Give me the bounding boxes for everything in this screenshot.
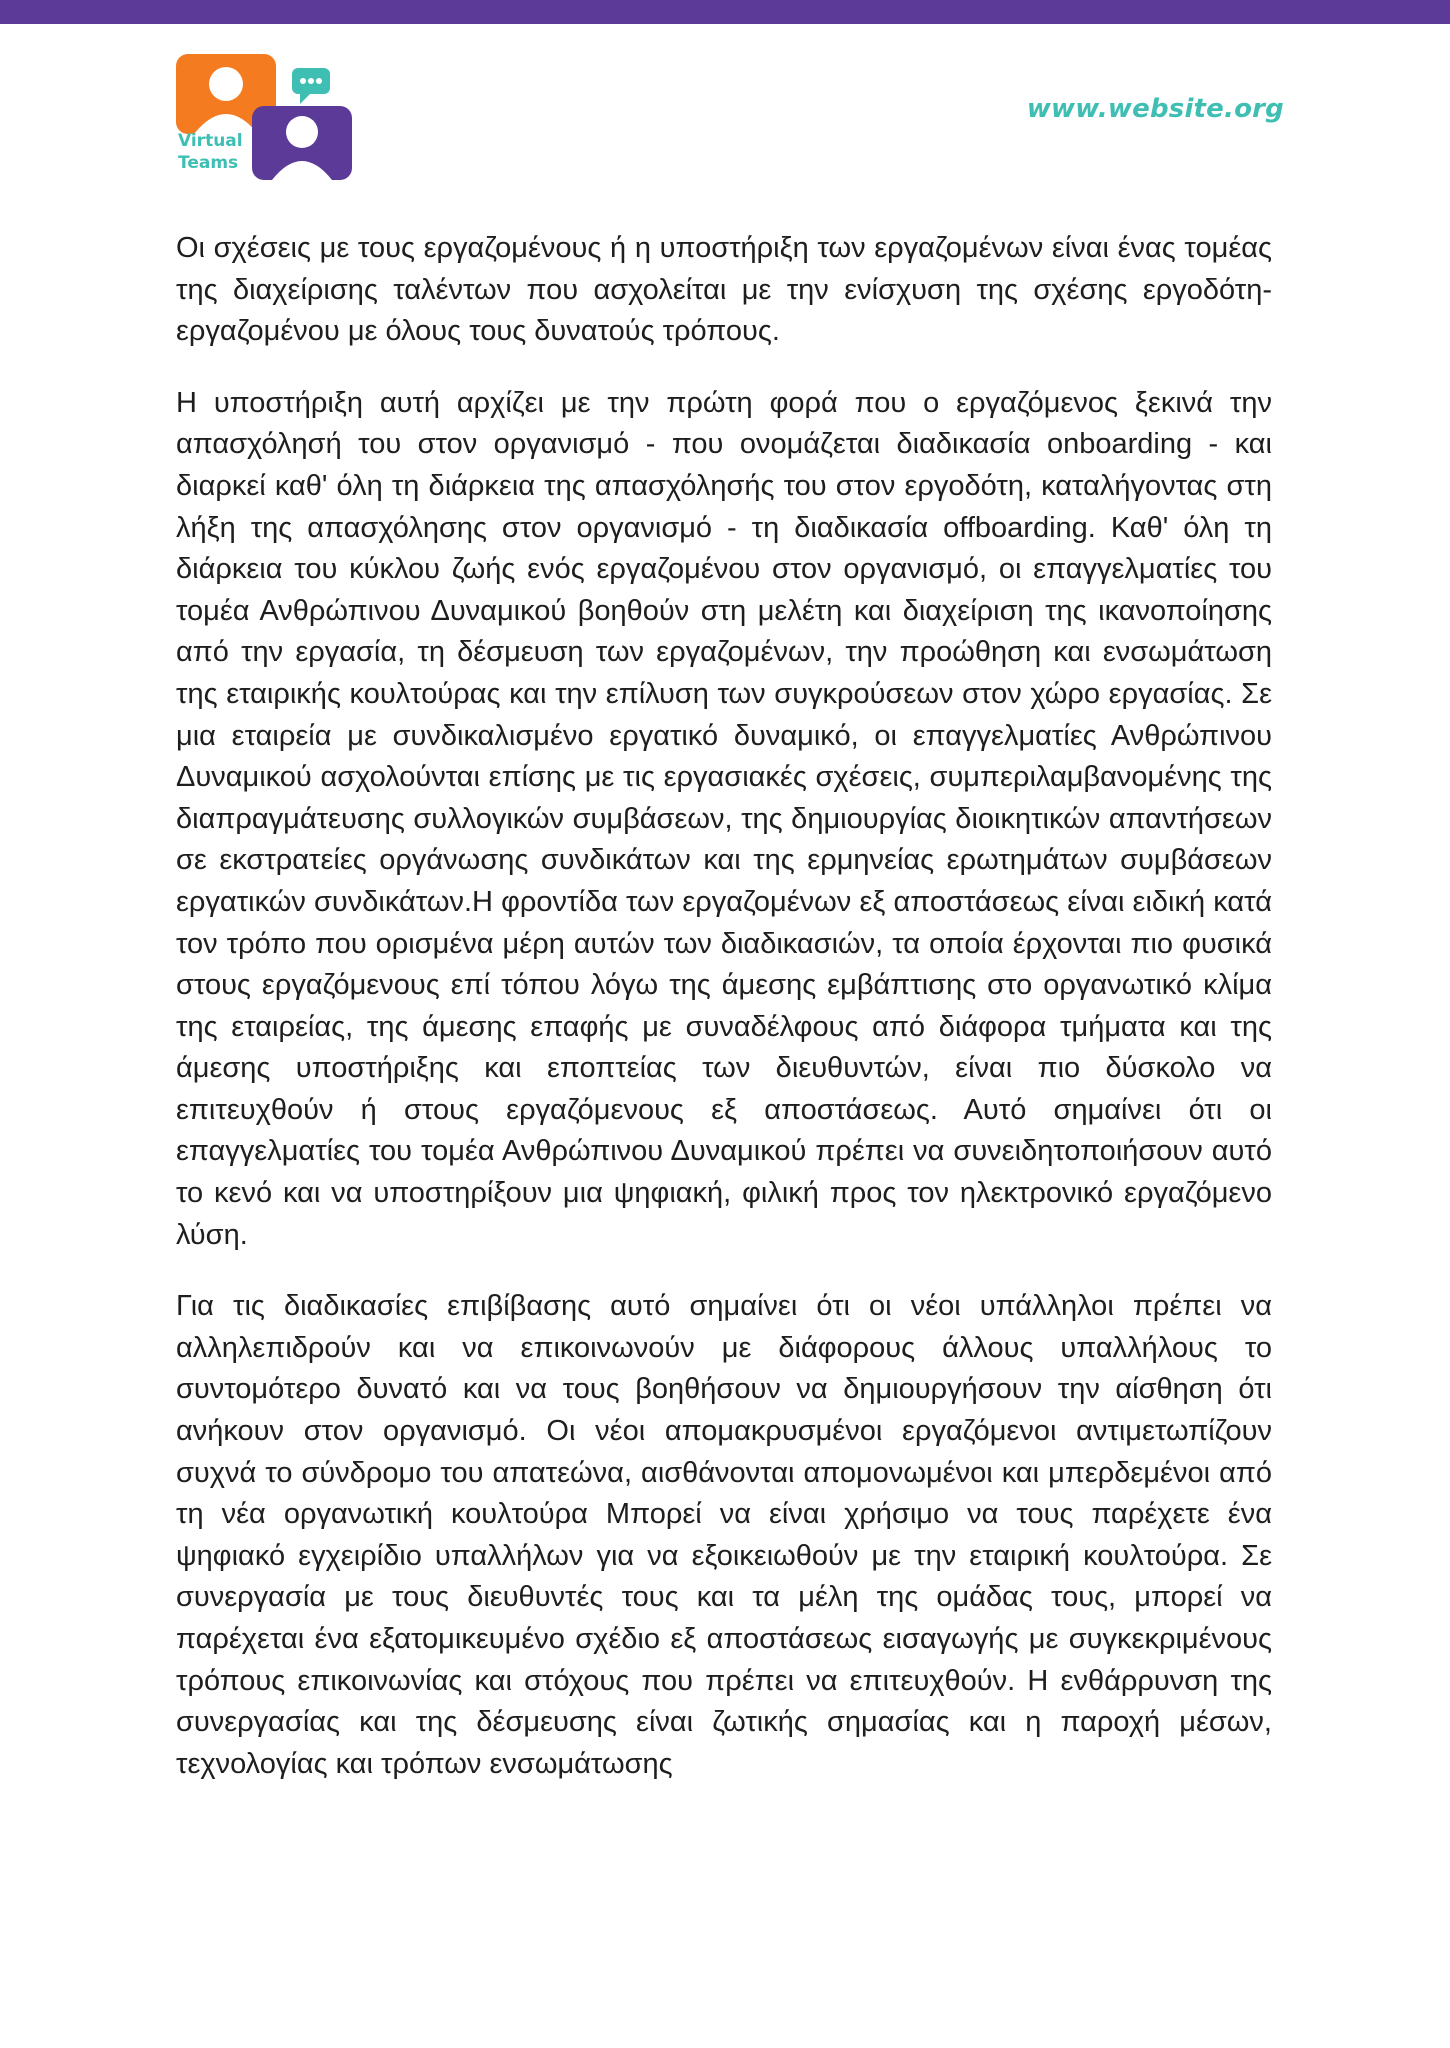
logo-text-line1: Virtual — [178, 131, 243, 151]
paragraph: Οι σχέσεις με τους εργαζομένους ή η υποστήριξη των εργαζομένων είναι ένας τομέας της διαχείρισης ταλέντων που ασχολείται με την ενίσχυση της σχέσης εργοδότη-εργαζομένου με όλους τους δυνατούς τρόπους. — [176, 232, 1272, 348]
paragraph: Η υποστήριξη αυτή αρχίζει με την πρώτη φορά που ο εργαζόμενος ξεκινά την απασχόλησή του στον οργανισμό - που ονομάζεται διαδικασία onboarding - και διαρκεί καθ' όλη τη διάρκεια της απασχόλησής του στον εργοδότη, καταλήγοντας στη λήξη της απασχόλησης στον οργανισμό - τη διαδικασία offboarding. Καθ' όλη τη διάρκεια του κύκλου ζωής ενός εργαζομένου στον οργανισμό, οι επαγγελματίες του τομέα Ανθρώπινου Δυναμικού βοηθούν στη μελέτη και διαχείριση της ικανοποίησης από την εργασία, τη δέσμευση των εργαζομένων, την προώθηση και ενσωμάτωση της εταιρικής κουλτούρας και την επίλυση των συγκρούσεων στον χώρο εργασίας. Σε μια εταιρεία με συνδικαλισμένο εργατικό δυναμικό, οι επαγγελματίες Ανθρώπινου Δυναμικού ασχολούνται επίσης με τις εργασιακές σχέσεις, συμπεριλαμβανομένης της διαπραγμάτευσης συλλογικών συμβάσεων, της δημιουργίας διοικητικών απαντήσεων σε εκστρατείες οργάνωσης συνδικάτων και της ερμηνείας ερωτημάτων συμβάσεων εργατικών συνδικάτων.Η φροντίδα των εργαζομένων εξ αποστάσεως είναι ειδική κατά τον τρόπο που ορισμένα μέρη αυτών των διαδικασιών, τα οποία έρχονται πιο φυσικά στους εργαζόμενους επί τόπου λόγω της άμεσης εμβάπτισης στο οργανωτικό κλίμα της εταιρείας, της άμεσης επαφής με συναδέλφους από διάφορα τμήματα και της άμεσης υποστήριξης και εποπτείας των διευθυντών, είναι πιο δύσκολο να επιτευχθούν ή στους εργαζόμενους εξ αποστάσεως. Αυτό σημαίνει ότι οι επαγγελματίες του τομέα Ανθρώπινου Δυναμικού πρέπει να συνειδητοποιήσουν αυτό το κενό και να υποστηρίξουν μια ψηφιακή, φιλική προς τον ηλεκτρονικό εργαζόμενο λύση. — [176, 386, 1272, 1251]
paragraph: Για τις διαδικασίες επιβίβασης αυτό σημαίνει ότι οι νέοι υπάλληλοι πρέπει να αλληλεπιδρούν και να επικοινωνούν με διάφορους άλλους υπαλλήλους το συντομότερο δυνατό και να τους βοηθήσουν να δημιουργήσουν την αίσθηση ότι ανήκουν στον οργανισμό. Οι νέοι απομακρυσμένοι εργαζόμενοι αντιμετωπίζουν συχνά το σύνδρομο του απατεώνα, αισθάνονται απομονωμένοι και μπερδεμένοι από τη νέα οργανωτική κουλτούρα Μπορεί να είναι χρήσιμο να τους παρέχετε ένα ψηφιακό εγχειρίδιο υπαλλήλων για να εξοικειωθούν με την εταιρική κουλτούρα. Σε συνεργασία με τους διευθυντές τους και τα μέλη της ομάδας τους, μπορεί να παρέχεται ένα εξατομικευμένο σχέδιο εξ αποστάσεως εισαγωγής με συγκεκριμένους τρόπους επικοινωνίας και στόχους που πρέπει να επιτευχθούν. Η ενθάρρυνση της συνεργασίας και της δέσμευσης είναι ζωτικής σημασίας και η παροχή μέσων, τεχνολογίας και τρόπων ενσωμάτωσης — [176, 1290, 1272, 1780]
logo-text-line2: Teams — [178, 153, 239, 173]
top-accent-bar — [0, 0, 1450, 24]
document-body — [176, 228, 1272, 1815]
website-url: www.website.org — [1026, 94, 1284, 124]
virtual-teams-logo — [176, 52, 356, 182]
